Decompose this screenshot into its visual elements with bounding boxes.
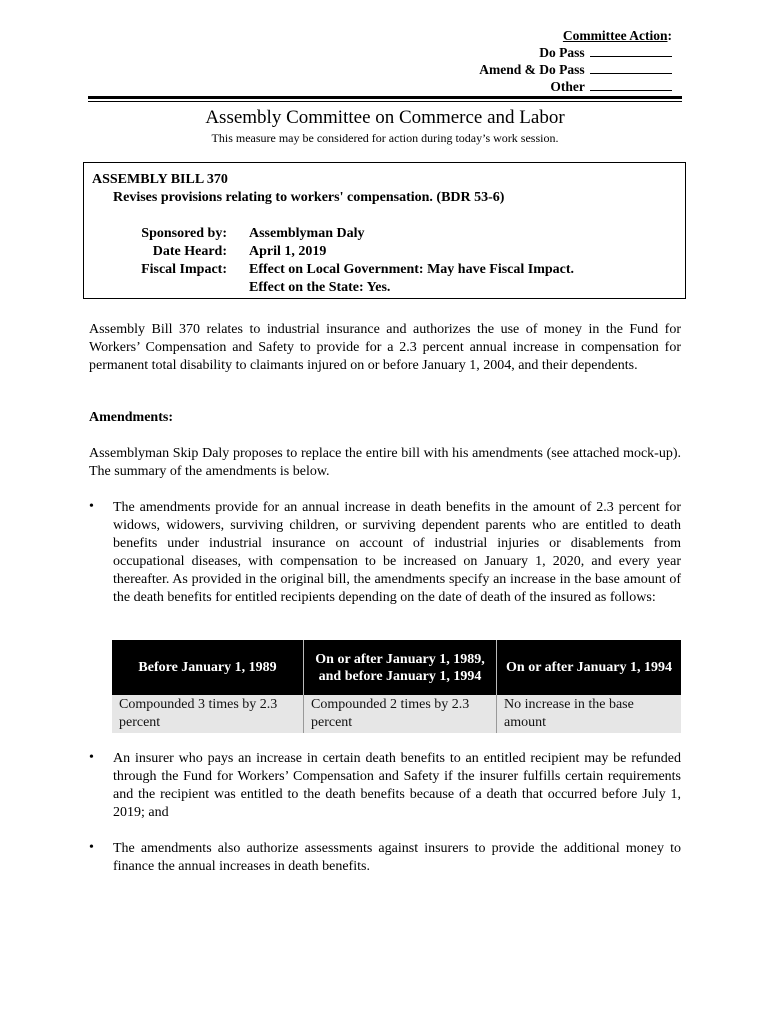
- date-heard-label: Date Heard:: [152, 244, 227, 259]
- bill-number: ASSEMBLY BILL 370: [92, 172, 228, 187]
- other-label: Other: [550, 79, 585, 94]
- table-header-cell: On or after January 1, 1994: [497, 640, 682, 695]
- committee-title: Assembly Committee on Commerce and Labor: [205, 107, 565, 128]
- bullet-marker: •: [89, 499, 94, 514]
- bill-description: Revises provisions relating to workers' compensation. (BDR 53-6): [113, 190, 505, 205]
- fiscal-impact-label: Fiscal Impact:: [141, 262, 227, 277]
- other-blank: [590, 79, 672, 91]
- fiscal-state-value: Effect on the State: Yes.: [249, 280, 391, 295]
- bullet-marker: •: [89, 840, 94, 855]
- sponsored-by-label: Sponsored by:: [141, 226, 227, 241]
- do-pass-blank: [590, 45, 672, 57]
- bullet-insurer-refund: An insurer who pays an increase in certain death benefits to an entitled recipient may be refunded through the Fund for Workers’ Compensation and Safety if the insurer fulfills certain requirements and the recipient was entitled to the death benefits because of a death that occurred before July 1, 2019; and: [113, 751, 681, 820]
- header-divider-thick: [88, 96, 682, 99]
- table-cell: No increase in the base amount: [497, 695, 682, 733]
- table-cell: Compounded 3 times by 2.3 percent: [112, 695, 304, 733]
- table-header-row: [112, 640, 681, 695]
- bill-info-box: [83, 162, 686, 299]
- bill-summary: Assembly Bill 370 relates to industrial insurance and authorizes the use of money in the Fund for Workers’ Compensation and Safety to provide for a 2.3 percent annual increase in compensation for permanent total disability to claimants injured on or before January 1, 2004, and their dependents.: [89, 322, 681, 373]
- death-benefits-table: [112, 640, 681, 733]
- committee-action-block: Committee Action: Do Pass Amend & Do Pass Other: [479, 28, 672, 94]
- table-header-cell: Before January 1, 1989: [112, 640, 304, 695]
- bullet-marker: •: [89, 750, 94, 765]
- fiscal-local-value: Effect on Local Government: May have Fiscal Impact.: [249, 262, 575, 277]
- committee-note: This measure may be considered for action during today’s work session.: [211, 131, 559, 145]
- header-divider-thin: [88, 101, 682, 102]
- table-cell: Compounded 2 times by 2.3 percent: [304, 695, 497, 733]
- amend-do-pass-label: Amend & Do Pass: [479, 62, 585, 77]
- date-heard-value: April 1, 2019: [249, 244, 327, 259]
- table-row: [112, 695, 681, 733]
- table-header-cell: On or after January 1, 1989, and before January 1, 1994: [304, 640, 497, 695]
- bullet-death-benefits: The amendments provide for an annual increase in death benefits in the amount of 2.3 percent for widows, widowers, surviving children, or surviving dependent parents who are entitled to death benefits under industrial insurance on account of industrial injuries or disablements from occupational diseases, with compensation to be increased on January 1, 2020, and every year thereafter. As provided in the original bill, the amendments specify an increase in the base amount of the death benefits for entitled recipients depending on the date of death of the insured as follows:: [113, 500, 681, 605]
- amend-do-pass-blank: [590, 62, 672, 74]
- committee-action-heading: Committee Action: [562, 28, 668, 43]
- sponsored-by-value: Assemblyman Daly: [249, 226, 365, 241]
- bullet-assessments: The amendments also authorize assessments against insurers to provide the additional money to finance the annual increases in death benefits.: [113, 841, 681, 874]
- amendments-intro: Assemblyman Skip Daly proposes to replace the entire bill with his amendments (see attached mock-up). The summary of the amendments is below.: [89, 446, 681, 479]
- do-pass-label: Do Pass: [539, 45, 585, 60]
- amendments-heading: Amendments:: [89, 410, 173, 425]
